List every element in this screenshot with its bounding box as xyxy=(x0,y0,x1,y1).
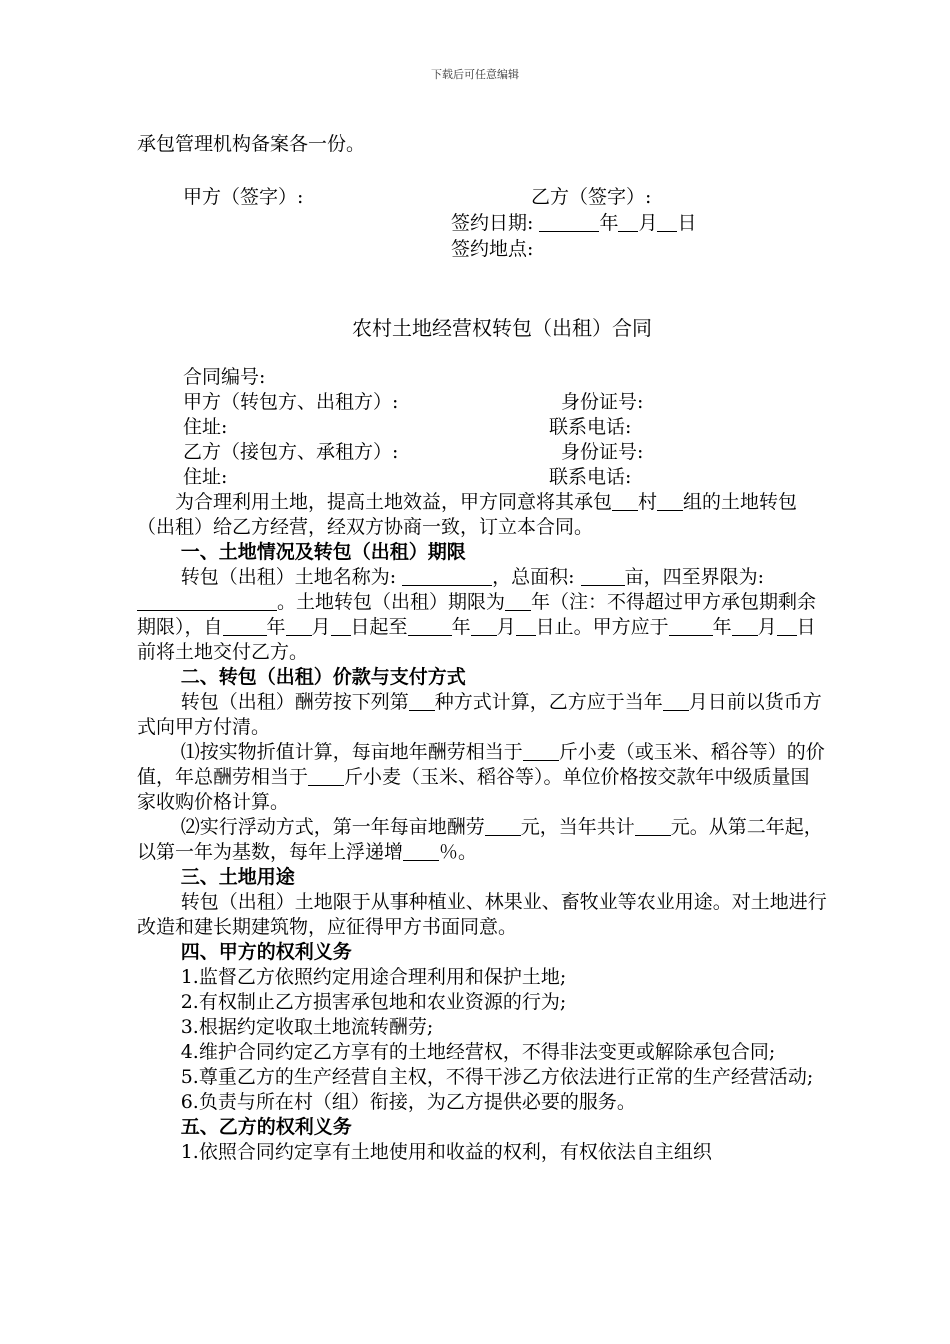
s1-text-m: 月 xyxy=(757,616,777,638)
first-year-rate-blank xyxy=(485,817,521,836)
section-4-item: 2.有权制止乙方损害承包地和农业资源的行为; xyxy=(180,991,567,1013)
end-month-blank xyxy=(471,617,497,636)
start-month-blank xyxy=(286,617,312,636)
delivery-year-blank xyxy=(669,617,713,636)
s2-p3-text-b: 元，当年共计 xyxy=(520,816,635,838)
party-b-label: 乙方（接包方、承租方）: xyxy=(183,441,399,463)
page-header-note: 下载后可任意编辑 xyxy=(431,68,519,81)
party-a-label: 甲方（转包方、出租方）: xyxy=(183,391,399,413)
section-3-heading: 三、土地用途 xyxy=(180,866,295,888)
party-b-address-row xyxy=(137,465,827,490)
start-year-blank xyxy=(223,617,267,636)
section-4-item: 4.维护合同约定乙方享有的土地经营权，不得非法变更或解除承包合同; xyxy=(180,1041,776,1063)
party-a-phone-label: 联系电话: xyxy=(549,416,632,438)
end-day-blank xyxy=(516,617,536,636)
s1-text-c: 亩，四至界限为: xyxy=(624,566,764,588)
s2-p3-text-d: ％。 xyxy=(439,841,478,863)
section-5-heading: 五、乙方的权利义务 xyxy=(180,1116,352,1138)
section-4-item: 6.负责与所在村（组）衔接，为乙方提供必要的服务。 xyxy=(180,1091,636,1113)
intro-line: 承包管理机构备案各一份。 xyxy=(137,133,366,155)
date-day-blank xyxy=(657,213,677,232)
section-1-heading: 一、土地情况及转包（出租）期限 xyxy=(180,541,466,563)
method-number-blank xyxy=(409,692,435,711)
section-2-paragraph-1 xyxy=(137,690,827,740)
section-2-paragraph-2 xyxy=(137,740,827,815)
term-years-blank xyxy=(505,592,531,611)
wheat-per-mu-blank xyxy=(523,742,559,761)
section-3-paragraph: 转包（出租）土地限于从事种植业、林果业、畜牧业等农业用途。对土地进行改造和建长期建筑物，应征得甲方书面同意。 xyxy=(137,891,827,938)
party-b-phone-label: 联系电话: xyxy=(549,466,632,488)
s1-text-k: 日止。甲方应于 xyxy=(535,616,669,638)
preamble-paragraph xyxy=(137,490,827,540)
start-day-blank xyxy=(331,617,351,636)
delivery-month-blank xyxy=(732,617,758,636)
party-b-id-label: 身份证号: xyxy=(561,441,644,463)
party-a-row xyxy=(137,390,827,415)
party-a-address-label: 住址: xyxy=(183,416,228,438)
party-b-signature-label: 乙方（签字）: xyxy=(531,186,652,208)
contract-number-row xyxy=(137,365,827,390)
s1-text-l: 年 xyxy=(712,616,732,638)
section-4-item: 3.根据约定收取土地流转酬劳; xyxy=(180,1016,434,1038)
s2-p2-text-a: ⑴按实物折值计算，每亩地年酬劳相当于 xyxy=(180,741,523,763)
area-blank xyxy=(581,567,625,586)
date-month-blank xyxy=(618,213,638,232)
end-year-blank xyxy=(408,617,452,636)
s2-p2-text-b: 斤小麦（或玉米、稻谷等）的价值，年总酬劳相当于 xyxy=(137,741,825,788)
wheat-total-blank xyxy=(308,767,344,786)
section-4-item: 5.尊重乙方的生产经营自主权，不得干涉乙方依法进行正常的生产经营活动; xyxy=(180,1066,814,1088)
contract-title: 农村土地经营权转包（出租）合同 xyxy=(352,316,652,340)
preamble-text-1: 为合理利用土地，提高土地效益，甲方同意将其承包 xyxy=(175,491,613,513)
date-year-unit: 年 xyxy=(599,212,619,234)
section-4-item: 1.监督乙方依照约定用途合理利用和保护土地; xyxy=(180,966,567,988)
document-body xyxy=(137,132,827,1165)
s2-p3-text-c: 元。从第二年起，以第一年为基数，每年上浮递增 xyxy=(137,816,823,863)
s2-p1-text-a: 转包（出租）酬劳按下列第 xyxy=(180,691,409,713)
section-2-paragraph-3 xyxy=(137,815,827,865)
s2-p2-text-c: 斤小麦（玉米、稻谷等）。单位价格按交款年中级质量国家收购价格计算。 xyxy=(137,766,810,813)
s2-p3-text-a: ⑵实行浮动方式，第一年每亩地酬劳 xyxy=(180,816,485,838)
section-4-heading: 四、甲方的权利义务 xyxy=(180,941,352,963)
party-a-id-label: 身份证号: xyxy=(561,391,644,413)
delivery-day-blank xyxy=(777,617,797,636)
section-1-paragraph xyxy=(137,565,827,665)
s1-text-e: 年（注：不得超过甲方承包期剩余期限），自 xyxy=(137,591,817,638)
preamble-text-2: 村 xyxy=(638,491,658,513)
s2-p1-text-b: 种方式计算，乙方应于当年 xyxy=(434,691,663,713)
date-day-unit: 日 xyxy=(677,212,697,234)
group-blank xyxy=(657,492,683,511)
preamble-text-3: 组的土地转包（出租）给乙方经营，经双方协商一致，订立本合同。 xyxy=(137,491,798,538)
village-blank xyxy=(612,492,638,511)
party-a-signature-label: 甲方（签字）: xyxy=(183,186,304,208)
s2-p1-text-c: 月日前以货币方式向甲方付清。 xyxy=(137,691,822,738)
section-2-heading: 二、转包（出租）价款与支付方式 xyxy=(180,666,466,688)
contract-number-label: 合同编号: xyxy=(183,366,266,388)
first-year-total-blank xyxy=(635,817,671,836)
land-name-blank xyxy=(402,567,492,586)
s1-text-j: 月 xyxy=(496,616,516,638)
s1-text-i: 年 xyxy=(451,616,471,638)
party-b-address-label: 住址: xyxy=(183,466,228,488)
s1-text-a: 转包（出租）土地名称为: xyxy=(180,566,397,588)
s1-text-f: 年 xyxy=(266,616,286,638)
s1-text-h: 日起至 xyxy=(350,616,408,638)
s1-text-n: 日前将土地交付乙方。 xyxy=(137,616,816,663)
s1-text-b: ，总面积: xyxy=(492,566,575,588)
s1-text-g: 月 xyxy=(311,616,331,638)
party-a-address-row xyxy=(137,415,827,440)
pay-month-blank xyxy=(663,692,689,711)
party-b-row xyxy=(137,440,827,465)
signing-place-label: 签约地点: xyxy=(451,238,534,260)
section-5-item: 1.依照合同约定享有土地使用和收益的权利，有权依法自主组织 xyxy=(180,1141,712,1163)
increase-percent-blank xyxy=(403,842,439,861)
signature-block xyxy=(137,185,827,315)
signing-date-label: 签约日期: xyxy=(451,212,534,234)
date-month-unit: 月 xyxy=(638,212,658,234)
signing-date xyxy=(451,211,697,236)
boundary-blank xyxy=(137,592,277,611)
s1-text-d: 。土地转包（出租）期限为 xyxy=(277,591,506,613)
date-year-blank xyxy=(539,213,599,232)
